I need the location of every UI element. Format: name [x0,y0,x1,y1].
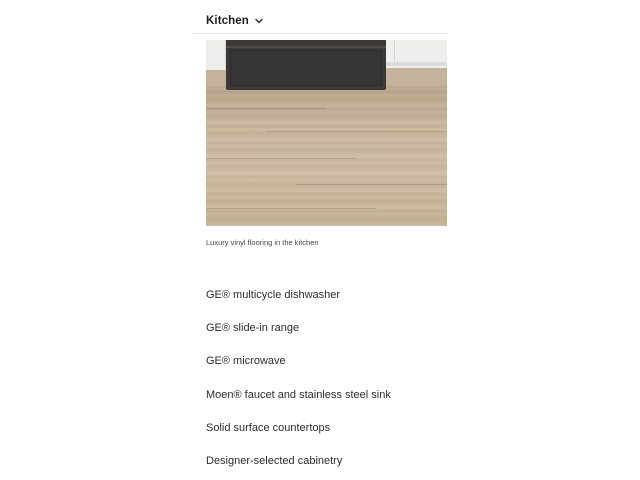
chevron-down-icon [255,18,263,24]
feature-item: GE® microwave [206,355,286,368]
photo-floor [206,86,447,226]
kitchen-section-toggle[interactable] [195,8,447,34]
feature-item: GE® slide-in range [206,322,300,335]
photo-left-cabinet [206,40,226,70]
feature-item: Designer-selected cabinetry [206,454,343,467]
feature-list [206,289,391,480]
section-title: Kitchen [206,15,249,27]
header-divider [193,33,447,34]
photo-right-cabinet [384,40,447,68]
feature-item: Solid surface countertops [206,421,331,434]
feature-item: GE® multicycle dishwasher [206,289,341,301]
feature-item: Moen® faucet and stainless steel sink [206,388,391,401]
kitchen-flooring-photo [206,40,447,226]
photo-range [226,40,386,90]
photo-caption: Luxury vinyl flooring in the kitchen [206,238,319,247]
